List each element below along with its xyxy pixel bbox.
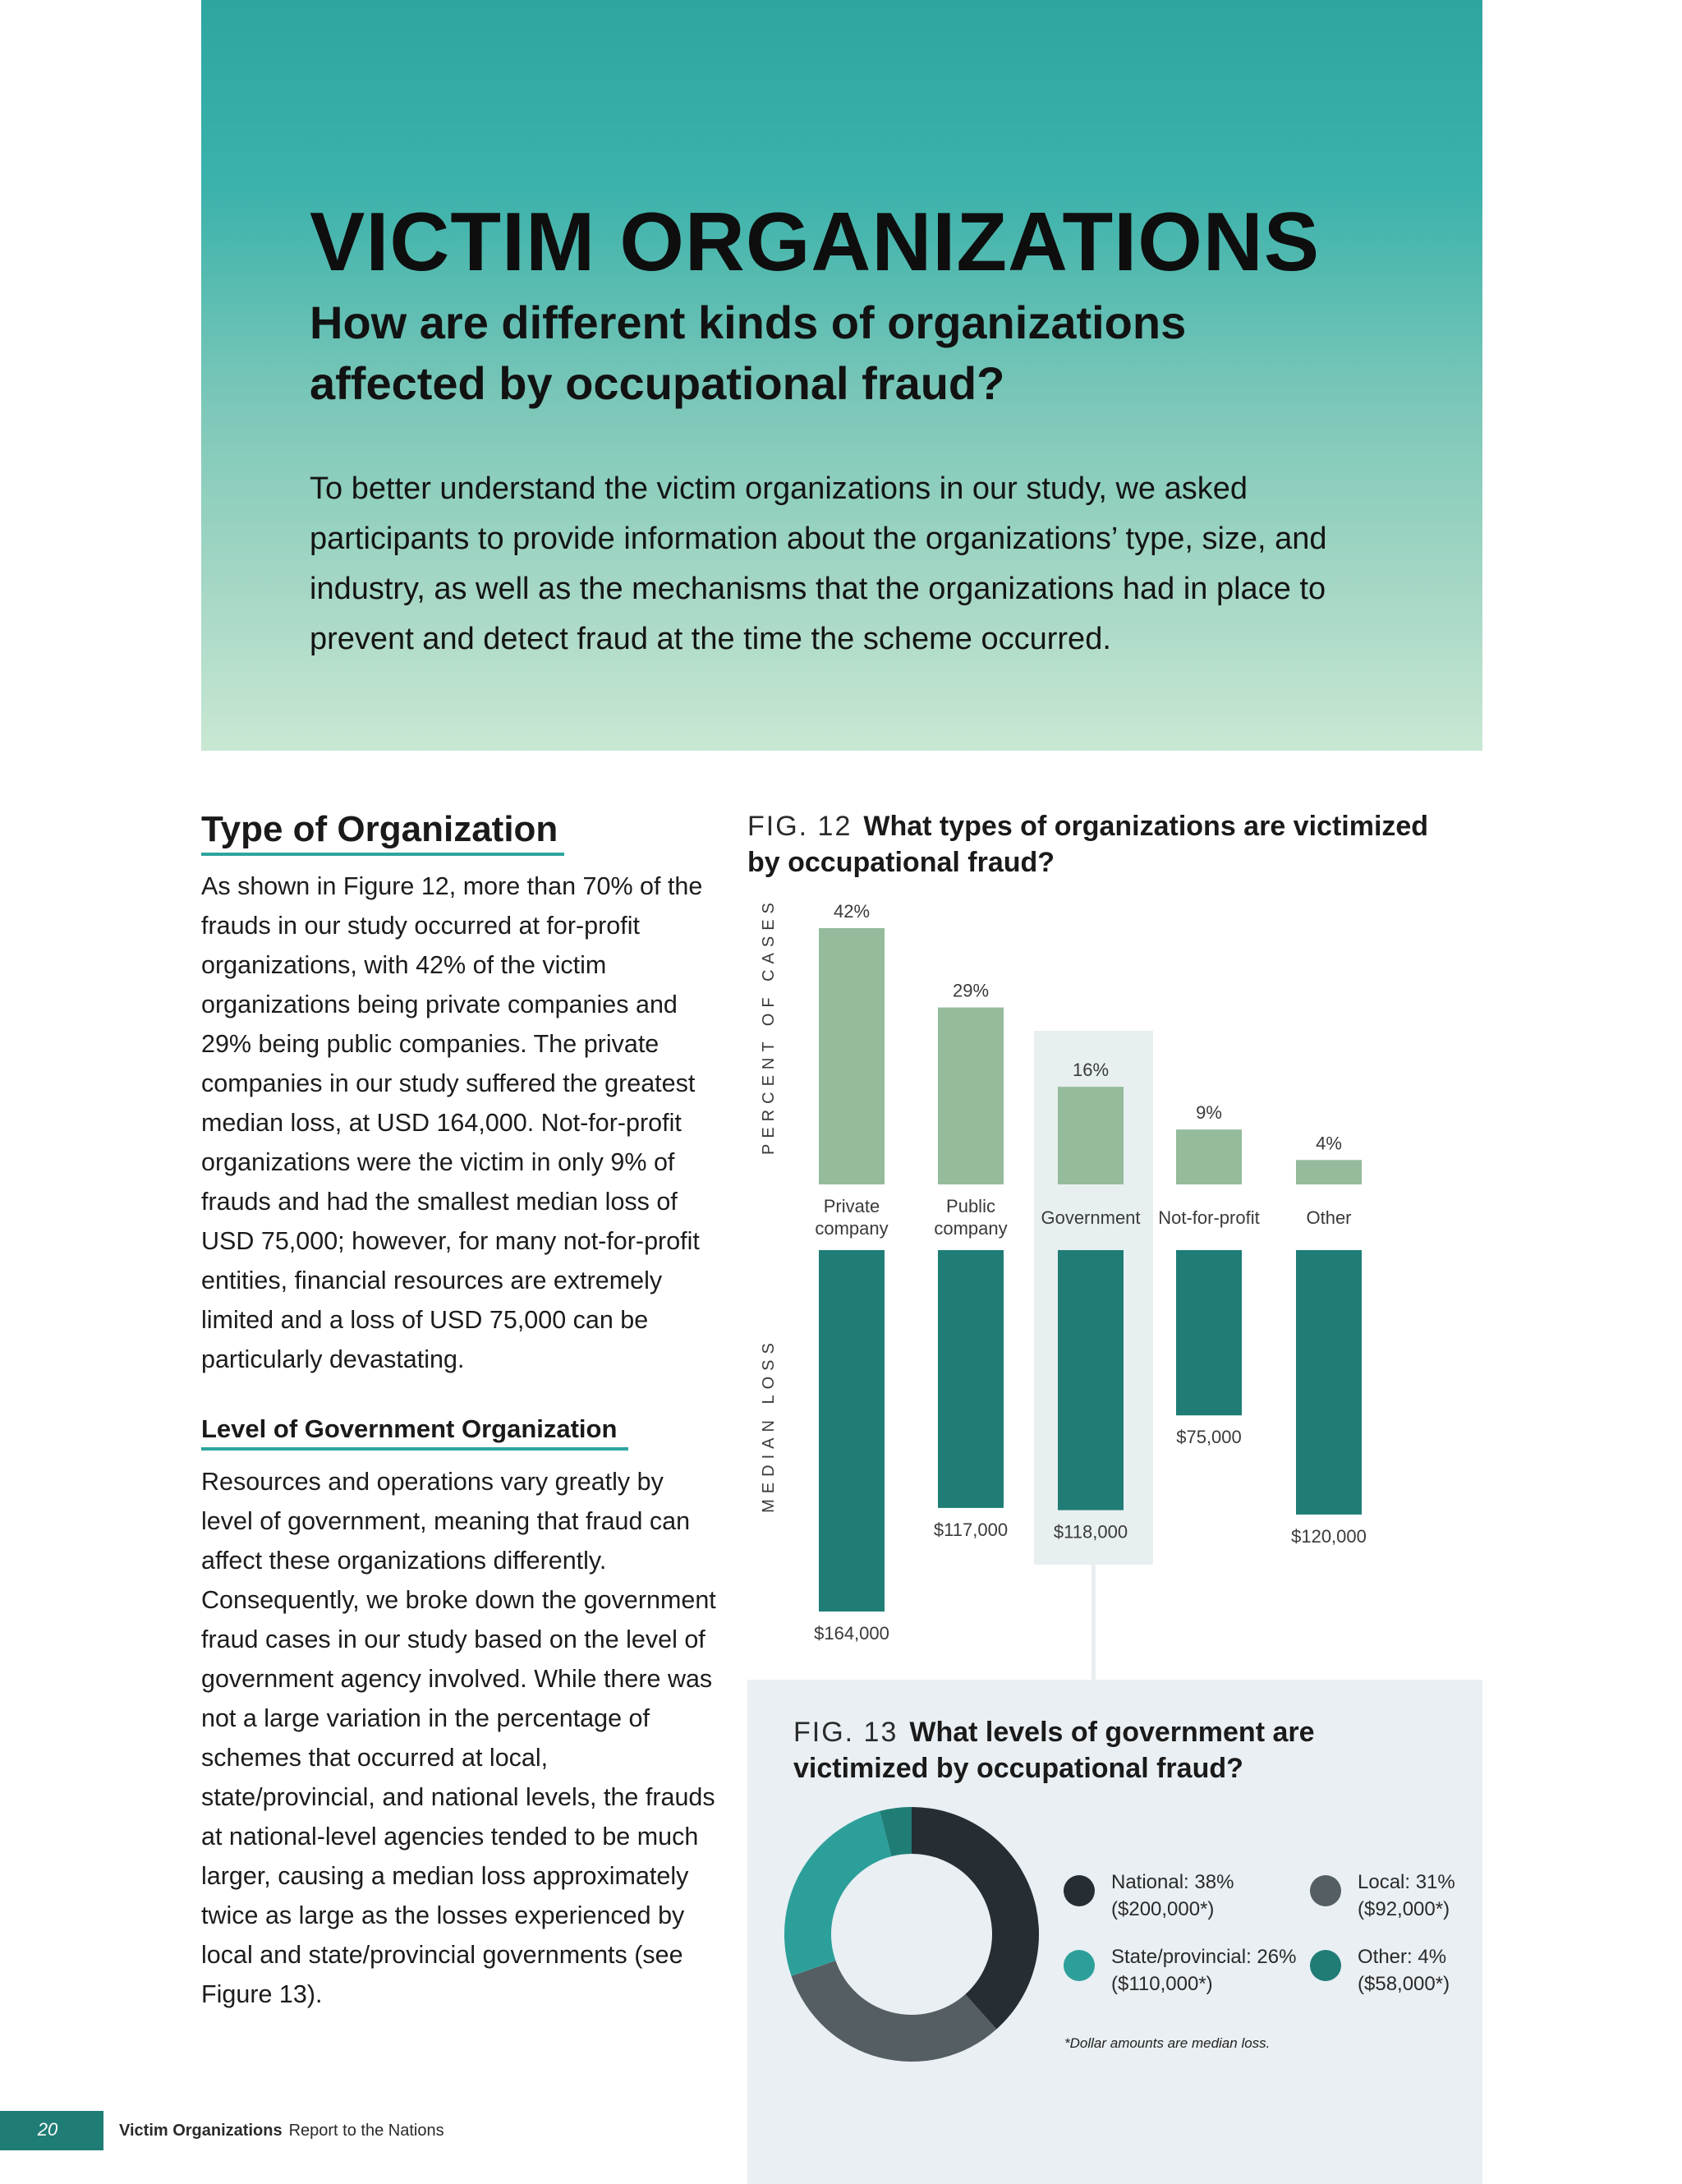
legend-national-label: National: 38% bbox=[1111, 1871, 1234, 1893]
subheading-level-of-government: Level of Government Organization bbox=[201, 1414, 618, 1443]
subheading-underline bbox=[201, 1447, 628, 1451]
fig12-number: FIG. 12 bbox=[747, 811, 852, 842]
legend-state-label: State/provincial: 26% bbox=[1111, 1946, 1297, 1968]
intro-paragraph: To better understand the victim organizations in our study, we asked participants to provide information about the organizations’ type, size, and industry, as well as the mechanisms that the organizations had in place to prevent and detect fraud at the time the scheme occurred. bbox=[310, 471, 1327, 656]
fig12-title bbox=[747, 808, 1454, 880]
hero-banner bbox=[201, 0, 1482, 751]
fig13-donut-chart bbox=[780, 1803, 1043, 2066]
legend-dot-other bbox=[1310, 1950, 1341, 1981]
legend-item-state bbox=[1064, 1943, 1296, 1998]
percent-bar-not-for-profit bbox=[1176, 1129, 1242, 1184]
fig13-number: FIG. 13 bbox=[793, 1717, 898, 1748]
loss-bar-not-for-profit bbox=[1176, 1250, 1242, 1415]
percent-label-private-company: 42% bbox=[833, 901, 871, 922]
fig13-title bbox=[793, 1714, 1434, 1786]
section-heading-type-of-organization: Type of Organization bbox=[201, 809, 558, 849]
legend-other-label: Other: 4% bbox=[1358, 1946, 1447, 1968]
percent-label-government: 16% bbox=[1072, 1060, 1110, 1081]
category-label-public-company-line1: Public bbox=[946, 1196, 995, 1216]
fig13-question: What levels of government are victimized by occupational fraud? bbox=[793, 1717, 1315, 1784]
category-label-private-company-line1: Private bbox=[823, 1196, 880, 1216]
donut-slice-state-provincial bbox=[784, 1811, 891, 1976]
legend-dot-state bbox=[1064, 1950, 1095, 1981]
government-highlight bbox=[1034, 1031, 1153, 1565]
legend-national-loss: ($200,000*) bbox=[1111, 1898, 1215, 1920]
running-footer bbox=[119, 2122, 444, 2140]
legend-local-loss: ($92,000*) bbox=[1358, 1898, 1450, 1920]
category-label-other: Other bbox=[1306, 1207, 1352, 1228]
loss-label-other: $120,000 bbox=[1291, 1525, 1367, 1547]
loss-label-public-company: $117,000 bbox=[933, 1519, 1009, 1540]
heading-underline bbox=[201, 853, 564, 856]
fig-connector bbox=[1091, 1565, 1096, 1680]
percent-label-other: 4% bbox=[1316, 1133, 1342, 1154]
legend-item-local bbox=[1310, 1869, 1455, 1923]
percent-bar-private-company bbox=[819, 928, 885, 1184]
category-label-private-company-line2: company bbox=[815, 1218, 889, 1239]
axis-label-percent: PERCENT OF CASES bbox=[760, 897, 778, 1155]
legend-item-other bbox=[1310, 1943, 1450, 1998]
page-subtitle: How are different kinds of organizations affected by occupational fraud? bbox=[310, 297, 1187, 409]
footer-section: Victim Organizations bbox=[119, 2122, 283, 2140]
donut-slice-local bbox=[792, 1961, 997, 2062]
legend-dot-national bbox=[1064, 1875, 1095, 1906]
percent-bar-public-company bbox=[938, 1008, 1004, 1184]
percent-bar-other bbox=[1296, 1160, 1362, 1184]
category-label-public-company-line2: company bbox=[934, 1218, 1008, 1239]
donut-slice-national bbox=[912, 1807, 1039, 2030]
legend-item-national bbox=[1064, 1869, 1234, 1923]
category-label-not-for-profit: Not-for-profit bbox=[1158, 1207, 1260, 1228]
loss-bar-public-company bbox=[938, 1250, 1004, 1508]
loss-label-private-company: $164,000 bbox=[814, 1623, 889, 1644]
loss-bar-other bbox=[1296, 1250, 1362, 1515]
page-title: VICTIM ORGANIZATIONS bbox=[310, 196, 1321, 288]
category-label-government: Government bbox=[1041, 1207, 1141, 1228]
legend-local-label: Local: 31% bbox=[1358, 1871, 1455, 1893]
percent-label-public-company: 29% bbox=[952, 980, 990, 1001]
fig12-question: What types of organizations are victimized by occupational fraud? bbox=[747, 811, 1429, 878]
body-paragraph-type: As shown in Figure 12, more than 70% of the frauds in our study occurred at for-profit organizations, with 42% of the victim organizations being private companies and 29% being public companies. The private companies in our study suffered the greatest median loss, at USD 164,000. Not-for-profit organizations were the victim in only 9% of frauds and had the smallest median loss of USD 75,000; however, for many not-for-profit entities, financial resources are extremely limited and a loss of USD 75,000 can be particularly devastating. bbox=[201, 872, 703, 1373]
legend-state-loss: ($110,000*) bbox=[1111, 1973, 1213, 1995]
footer-report: Report to the Nations bbox=[288, 2122, 444, 2140]
percent-label-not-for-profit: 9% bbox=[1196, 1102, 1222, 1124]
loss-bar-private-company bbox=[819, 1250, 885, 1612]
loss-label-not-for-profit: $75,000 bbox=[1176, 1427, 1242, 1448]
body-paragraph-government: Resources and operations vary greatly by level of government, meaning that fraud can affect these organizations differently. Consequently, we broke down the government fraud cases in our study based on the level of government agency involved. While there was not a large variation in the percentage of schemes that occurred at local, state/provincial, and national levels, the frauds at national-level agencies tended to be much larger, causing a median loss approximately twice as large as the losses experienced by local and state/provincial governments (see Figure 13). bbox=[201, 1468, 716, 2008]
axis-label-median-loss: MEDIAN LOSS bbox=[760, 1337, 778, 1513]
page-number: 20 bbox=[37, 2119, 58, 2140]
legend-other-loss: ($58,000*) bbox=[1358, 1973, 1450, 1995]
legend-dot-local bbox=[1310, 1875, 1341, 1906]
loss-label-government: $118,000 bbox=[1053, 1521, 1128, 1543]
fig13-footnote: *Dollar amounts are median loss. bbox=[1064, 2035, 1271, 2051]
